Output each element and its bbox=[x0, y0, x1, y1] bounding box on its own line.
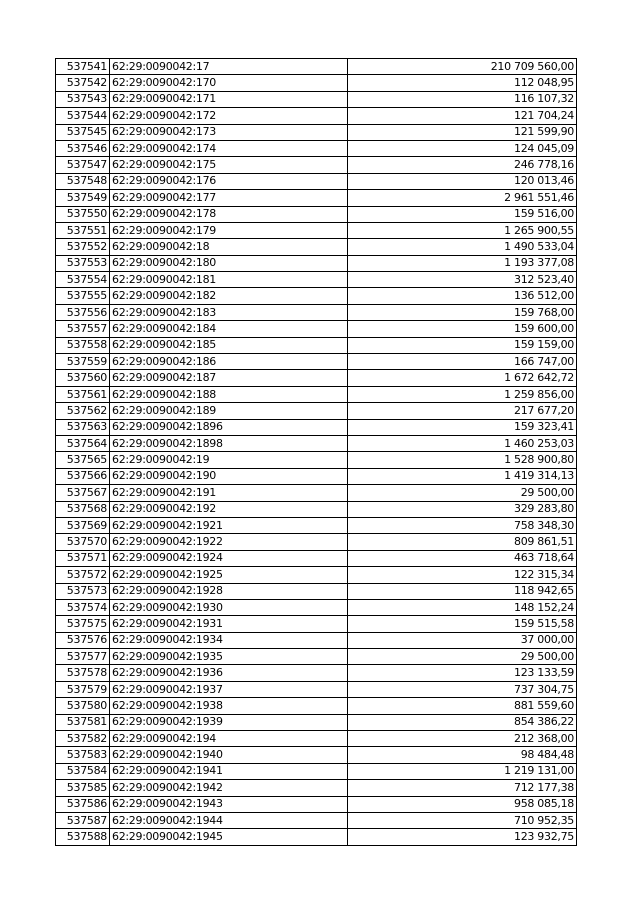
row-number-cell: 537567 bbox=[56, 485, 110, 501]
cadastral-value-cell: 29 500,00 bbox=[348, 649, 577, 665]
cadastral-value-cell: 1 219 131,00 bbox=[348, 763, 577, 779]
row-number-cell: 537550 bbox=[56, 206, 110, 222]
table-row bbox=[56, 796, 577, 812]
cadastral-number-cell: 62:29:0090042:190 bbox=[110, 468, 348, 484]
row-number-cell: 537542 bbox=[56, 75, 110, 91]
table-row bbox=[56, 321, 577, 337]
cadastral-value-cell: 1 490 533,04 bbox=[348, 239, 577, 255]
table-row bbox=[56, 435, 577, 451]
table-row bbox=[56, 567, 577, 583]
table-row bbox=[56, 206, 577, 222]
cadastral-value-cell: 758 348,30 bbox=[348, 517, 577, 533]
row-number-cell: 537566 bbox=[56, 468, 110, 484]
cadastral-number-cell: 62:29:0090042:1943 bbox=[110, 796, 348, 812]
cadastral-value-cell: 123 932,75 bbox=[348, 829, 577, 845]
cadastral-number-cell: 62:29:0090042:1934 bbox=[110, 632, 348, 648]
cadastral-number-cell: 62:29:0090042:171 bbox=[110, 91, 348, 107]
row-number-cell: 537547 bbox=[56, 157, 110, 173]
cadastral-number-cell: 62:29:0090042:1945 bbox=[110, 829, 348, 845]
cadastral-number-cell: 62:29:0090042:173 bbox=[110, 124, 348, 140]
row-number-cell: 537543 bbox=[56, 91, 110, 107]
row-number-cell: 537588 bbox=[56, 829, 110, 845]
row-number-cell: 537582 bbox=[56, 731, 110, 747]
table-row bbox=[56, 386, 577, 402]
cadastral-value-cell: 124 045,09 bbox=[348, 140, 577, 156]
table-row bbox=[56, 485, 577, 501]
row-number-cell: 537561 bbox=[56, 386, 110, 402]
cadastral-number-cell: 62:29:0090042:183 bbox=[110, 304, 348, 320]
cadastral-number-cell: 62:29:0090042:174 bbox=[110, 140, 348, 156]
cadastral-value-cell: 148 152,24 bbox=[348, 599, 577, 615]
cadastral-number-cell: 62:29:0090042:176 bbox=[110, 173, 348, 189]
cadastral-value-cell: 159 515,58 bbox=[348, 616, 577, 632]
table-row bbox=[56, 550, 577, 566]
table-row bbox=[56, 190, 577, 206]
table-row bbox=[56, 649, 577, 665]
cadastral-number-cell: 62:29:0090042:1921 bbox=[110, 517, 348, 533]
row-number-cell: 537554 bbox=[56, 272, 110, 288]
table-row bbox=[56, 140, 577, 156]
row-number-cell: 537569 bbox=[56, 517, 110, 533]
cadastral-number-cell: 62:29:0090042:1937 bbox=[110, 681, 348, 697]
table-row bbox=[56, 501, 577, 517]
cadastral-value-cell: 37 000,00 bbox=[348, 632, 577, 648]
table-row bbox=[56, 124, 577, 140]
table-row bbox=[56, 419, 577, 435]
row-number-cell: 537577 bbox=[56, 649, 110, 665]
table-row bbox=[56, 354, 577, 370]
table-body bbox=[56, 59, 577, 846]
table-row bbox=[56, 599, 577, 615]
row-number-cell: 537558 bbox=[56, 337, 110, 353]
row-number-cell: 537551 bbox=[56, 222, 110, 238]
cadastral-number-cell: 62:29:0090042:194 bbox=[110, 731, 348, 747]
cadastral-value-cell: 112 048,95 bbox=[348, 75, 577, 91]
cadastral-value-cell: 1 193 377,08 bbox=[348, 255, 577, 271]
cadastral-value-cell: 246 778,16 bbox=[348, 157, 577, 173]
cadastral-value-cell: 121 599,90 bbox=[348, 124, 577, 140]
cadastral-value-cell: 710 952,35 bbox=[348, 812, 577, 828]
row-number-cell: 537559 bbox=[56, 354, 110, 370]
cadastral-number-cell: 62:29:0090042:178 bbox=[110, 206, 348, 222]
cadastral-number-cell: 62:29:0090042:175 bbox=[110, 157, 348, 173]
table-row bbox=[56, 517, 577, 533]
row-number-cell: 537565 bbox=[56, 452, 110, 468]
row-number-cell: 537572 bbox=[56, 567, 110, 583]
cadastral-value-cell: 159 768,00 bbox=[348, 304, 577, 320]
row-number-cell: 537571 bbox=[56, 550, 110, 566]
cadastral-number-cell: 62:29:0090042:1940 bbox=[110, 747, 348, 763]
table-row bbox=[56, 616, 577, 632]
cadastral-number-cell: 62:29:0090042:1941 bbox=[110, 763, 348, 779]
table-row bbox=[56, 829, 577, 845]
cadastral-number-cell: 62:29:0090042:186 bbox=[110, 354, 348, 370]
table-row bbox=[56, 272, 577, 288]
cadastral-value-cell: 121 704,24 bbox=[348, 108, 577, 124]
cadastral-value-cell: 159 516,00 bbox=[348, 206, 577, 222]
cadastral-value-cell: 116 107,32 bbox=[348, 91, 577, 107]
cadastral-value-cell: 463 718,64 bbox=[348, 550, 577, 566]
row-number-cell: 537586 bbox=[56, 796, 110, 812]
row-number-cell: 537545 bbox=[56, 124, 110, 140]
table-row bbox=[56, 534, 577, 550]
table-row bbox=[56, 583, 577, 599]
cadastral-number-cell: 62:29:0090042:177 bbox=[110, 190, 348, 206]
cadastral-number-cell: 62:29:0090042:185 bbox=[110, 337, 348, 353]
cadastral-number-cell: 62:29:0090042:1935 bbox=[110, 649, 348, 665]
cadastral-value-cell: 329 283,80 bbox=[348, 501, 577, 517]
table-row bbox=[56, 763, 577, 779]
row-number-cell: 537580 bbox=[56, 698, 110, 714]
cadastral-number-cell: 62:29:0090042:17 bbox=[110, 59, 348, 75]
cadastral-number-cell: 62:29:0090042:1936 bbox=[110, 665, 348, 681]
cadastral-number-cell: 62:29:0090042:18 bbox=[110, 239, 348, 255]
table-row bbox=[56, 468, 577, 484]
cadastral-value-cell: 212 368,00 bbox=[348, 731, 577, 747]
table-row bbox=[56, 681, 577, 697]
table-row bbox=[56, 632, 577, 648]
row-number-cell: 537546 bbox=[56, 140, 110, 156]
table-row bbox=[56, 91, 577, 107]
cadastral-number-cell: 62:29:0090042:184 bbox=[110, 321, 348, 337]
row-number-cell: 537564 bbox=[56, 435, 110, 451]
row-number-cell: 537574 bbox=[56, 599, 110, 615]
cadastral-number-cell: 62:29:0090042:19 bbox=[110, 452, 348, 468]
row-number-cell: 537575 bbox=[56, 616, 110, 632]
cadastral-number-cell: 62:29:0090042:1898 bbox=[110, 435, 348, 451]
table-row bbox=[56, 698, 577, 714]
cadastral-value-cell: 122 315,34 bbox=[348, 567, 577, 583]
cadastral-value-cell: 1 672 642,72 bbox=[348, 370, 577, 386]
cadastral-number-cell: 62:29:0090042:1925 bbox=[110, 567, 348, 583]
cadastral-number-cell: 62:29:0090042:182 bbox=[110, 288, 348, 304]
cadastral-value-cell: 712 177,38 bbox=[348, 780, 577, 796]
cadastral-number-cell: 62:29:0090042:1938 bbox=[110, 698, 348, 714]
cadastral-number-cell: 62:29:0090042:1942 bbox=[110, 780, 348, 796]
row-number-cell: 537587 bbox=[56, 812, 110, 828]
cadastral-number-cell: 62:29:0090042:191 bbox=[110, 485, 348, 501]
row-number-cell: 537581 bbox=[56, 714, 110, 730]
cadastral-value-cell: 98 484,48 bbox=[348, 747, 577, 763]
table-row bbox=[56, 403, 577, 419]
table-row bbox=[56, 731, 577, 747]
cadastral-value-cell: 159 600,00 bbox=[348, 321, 577, 337]
cadastral-number-cell: 62:29:0090042:179 bbox=[110, 222, 348, 238]
cadastral-value-cell: 809 861,51 bbox=[348, 534, 577, 550]
cadastral-value-cell: 120 013,46 bbox=[348, 173, 577, 189]
cadastral-value-cell: 958 085,18 bbox=[348, 796, 577, 812]
row-number-cell: 537557 bbox=[56, 321, 110, 337]
table-row bbox=[56, 222, 577, 238]
cadastral-value-cell: 1 265 900,55 bbox=[348, 222, 577, 238]
cadastral-value-cell: 210 709 560,00 bbox=[348, 59, 577, 75]
cadastral-number-cell: 62:29:0090042:187 bbox=[110, 370, 348, 386]
row-number-cell: 537562 bbox=[56, 403, 110, 419]
row-number-cell: 537556 bbox=[56, 304, 110, 320]
cadastral-number-cell: 62:29:0090042:1924 bbox=[110, 550, 348, 566]
table-row bbox=[56, 714, 577, 730]
row-number-cell: 537568 bbox=[56, 501, 110, 517]
cadastral-value-cell: 166 747,00 bbox=[348, 354, 577, 370]
row-number-cell: 537544 bbox=[56, 108, 110, 124]
row-number-cell: 537583 bbox=[56, 747, 110, 763]
cadastral-number-cell: 62:29:0090042:172 bbox=[110, 108, 348, 124]
cadastral-number-cell: 62:29:0090042:1922 bbox=[110, 534, 348, 550]
cadastral-number-cell: 62:29:0090042:1939 bbox=[110, 714, 348, 730]
cadastral-number-cell: 62:29:0090042:1931 bbox=[110, 616, 348, 632]
cadastral-value-cell: 136 512,00 bbox=[348, 288, 577, 304]
table-row bbox=[56, 665, 577, 681]
row-number-cell: 537585 bbox=[56, 780, 110, 796]
cadastral-number-cell: 62:29:0090042:181 bbox=[110, 272, 348, 288]
row-number-cell: 537563 bbox=[56, 419, 110, 435]
cadastral-value-cell: 881 559,60 bbox=[348, 698, 577, 714]
cadastral-value-cell: 854 386,22 bbox=[348, 714, 577, 730]
table-row bbox=[56, 780, 577, 796]
cadastral-value-cell: 312 523,40 bbox=[348, 272, 577, 288]
cadastral-value-cell: 118 942,65 bbox=[348, 583, 577, 599]
table-row bbox=[56, 747, 577, 763]
row-number-cell: 537552 bbox=[56, 239, 110, 255]
cadastral-value-cell: 159 323,41 bbox=[348, 419, 577, 435]
table-row bbox=[56, 812, 577, 828]
row-number-cell: 537573 bbox=[56, 583, 110, 599]
row-number-cell: 537548 bbox=[56, 173, 110, 189]
cadastral-value-cell: 217 677,20 bbox=[348, 403, 577, 419]
cadastral-value-cell: 1 419 314,13 bbox=[348, 468, 577, 484]
row-number-cell: 537555 bbox=[56, 288, 110, 304]
cadastral-number-cell: 62:29:0090042:188 bbox=[110, 386, 348, 402]
cadastral-number-cell: 62:29:0090042:180 bbox=[110, 255, 348, 271]
cadastral-number-cell: 62:29:0090042:1944 bbox=[110, 812, 348, 828]
cadastral-value-cell: 123 133,59 bbox=[348, 665, 577, 681]
row-number-cell: 537570 bbox=[56, 534, 110, 550]
table-row bbox=[56, 173, 577, 189]
row-number-cell: 537579 bbox=[56, 681, 110, 697]
cadastral-value-table bbox=[55, 58, 577, 846]
row-number-cell: 537576 bbox=[56, 632, 110, 648]
table-row bbox=[56, 370, 577, 386]
table-row bbox=[56, 59, 577, 75]
cadastral-value-cell: 2 961 551,46 bbox=[348, 190, 577, 206]
cadastral-value-cell: 737 304,75 bbox=[348, 681, 577, 697]
cadastral-number-cell: 62:29:0090042:170 bbox=[110, 75, 348, 91]
cadastral-value-cell: 1 528 900,80 bbox=[348, 452, 577, 468]
row-number-cell: 537584 bbox=[56, 763, 110, 779]
row-number-cell: 537560 bbox=[56, 370, 110, 386]
cadastral-number-cell: 62:29:0090042:1928 bbox=[110, 583, 348, 599]
table-row bbox=[56, 337, 577, 353]
table-row bbox=[56, 239, 577, 255]
table-row bbox=[56, 288, 577, 304]
table-row bbox=[56, 304, 577, 320]
cadastral-number-cell: 62:29:0090042:192 bbox=[110, 501, 348, 517]
cadastral-number-cell: 62:29:0090042:1896 bbox=[110, 419, 348, 435]
table-row bbox=[56, 75, 577, 91]
cadastral-value-cell: 159 159,00 bbox=[348, 337, 577, 353]
row-number-cell: 537549 bbox=[56, 190, 110, 206]
table-row bbox=[56, 108, 577, 124]
cadastral-value-cell: 1 259 856,00 bbox=[348, 386, 577, 402]
row-number-cell: 537578 bbox=[56, 665, 110, 681]
cadastral-number-cell: 62:29:0090042:1930 bbox=[110, 599, 348, 615]
table-row bbox=[56, 255, 577, 271]
table-row bbox=[56, 157, 577, 173]
table-row bbox=[56, 452, 577, 468]
cadastral-value-cell: 1 460 253,03 bbox=[348, 435, 577, 451]
row-number-cell: 537553 bbox=[56, 255, 110, 271]
cadastral-number-cell: 62:29:0090042:189 bbox=[110, 403, 348, 419]
cadastral-value-cell: 29 500,00 bbox=[348, 485, 577, 501]
row-number-cell: 537541 bbox=[56, 59, 110, 75]
